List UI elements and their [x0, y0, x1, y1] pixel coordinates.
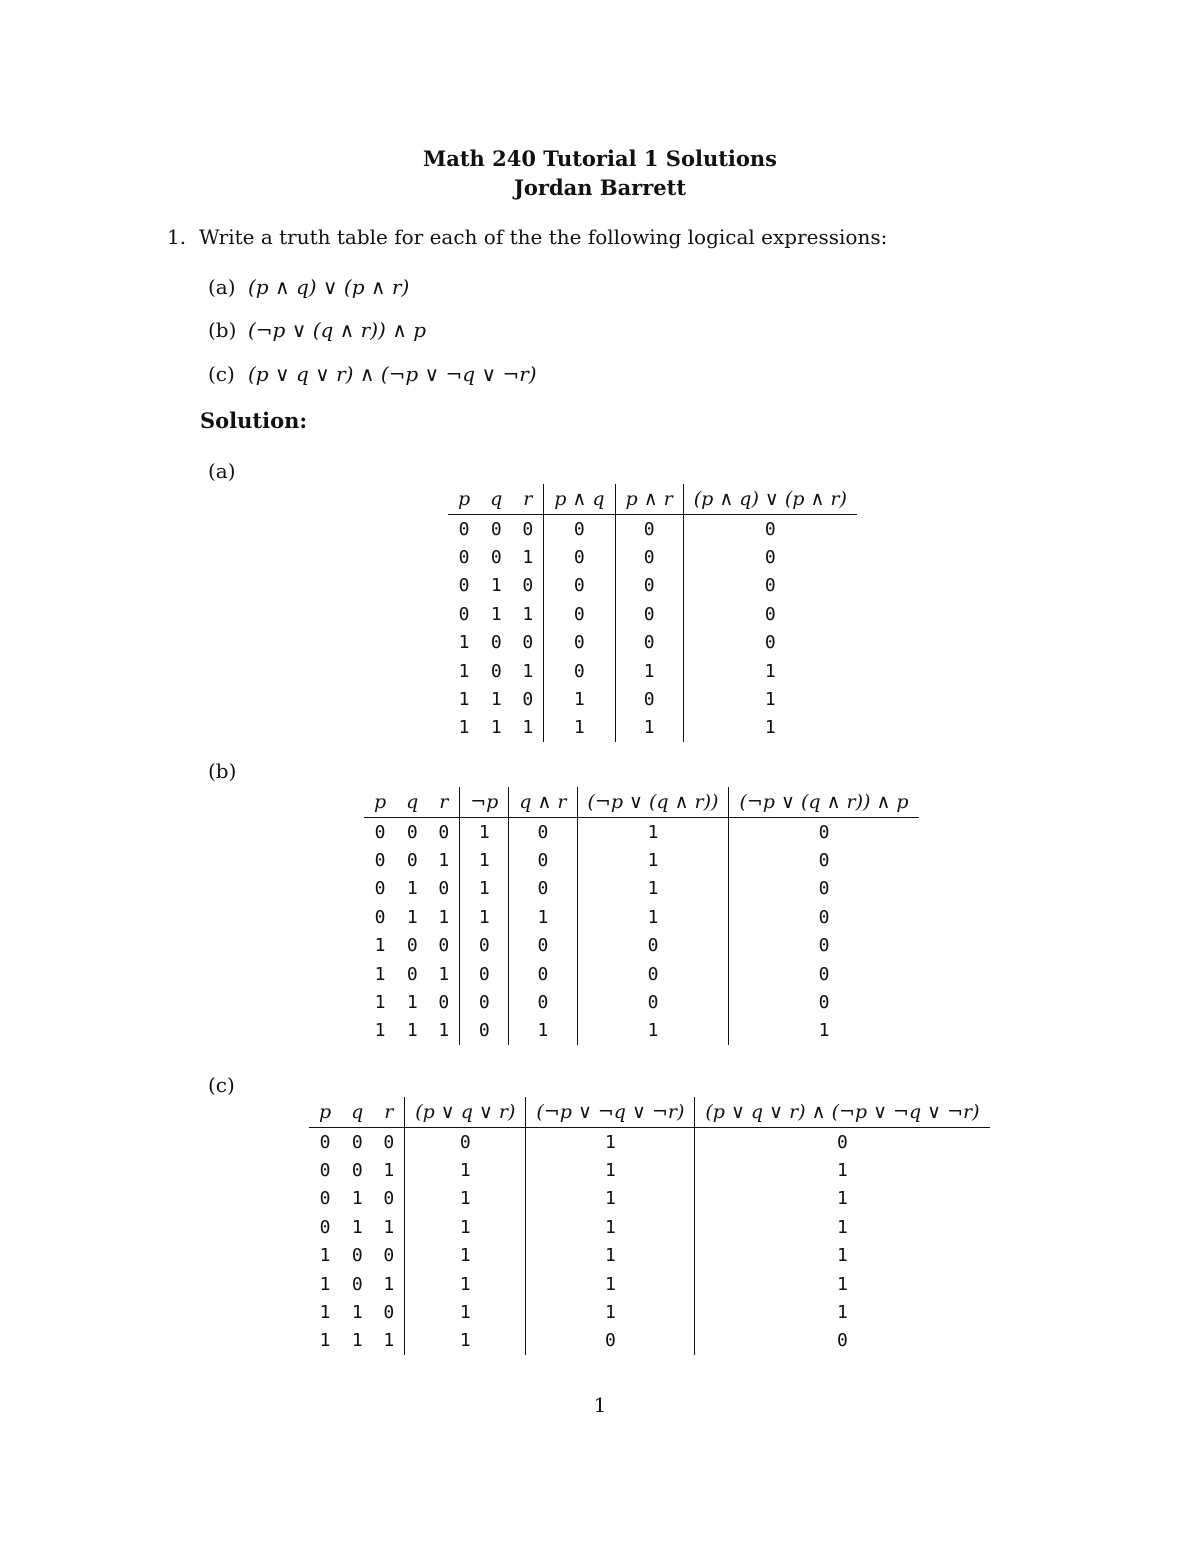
table-cell: 1	[490, 575, 502, 597]
table-cell: 1	[405, 1185, 526, 1213]
table-cell: 1	[522, 547, 534, 569]
table-cell: 1	[522, 603, 534, 625]
table-cell: 0	[458, 603, 470, 625]
table-cell: 0	[544, 543, 615, 571]
table-cell: 1	[526, 1128, 695, 1157]
table-cell: 1	[438, 1020, 450, 1042]
table-cell: 0	[406, 850, 418, 872]
table-cell: 0	[544, 600, 615, 628]
table-cell: 0	[374, 906, 386, 928]
column-header: p	[364, 787, 396, 818]
table-cell: 1	[374, 935, 386, 957]
table-cell: 0	[683, 515, 857, 544]
table-cell: 0	[544, 515, 615, 544]
table-cell: 0	[729, 960, 919, 988]
table-cell: 0	[319, 1160, 331, 1182]
table-cell: 0	[729, 818, 919, 847]
table-row	[364, 1017, 919, 1045]
table-cell: 0	[577, 988, 729, 1016]
table-cell: 1	[577, 875, 729, 903]
table-cell: 1	[729, 1017, 919, 1045]
table-cell: 1	[351, 1216, 363, 1238]
table-cell: 0	[374, 878, 386, 900]
table-cell: 0	[695, 1128, 990, 1157]
table-cell: 0	[490, 632, 502, 654]
table-row	[448, 572, 857, 600]
table-cell: 1	[405, 1270, 526, 1298]
table-cell: 0	[615, 515, 683, 544]
column-header: (¬p ∨ (q ∧ r)) ∧ p	[729, 787, 919, 818]
table-cell: 0	[383, 1302, 395, 1324]
table-cell: 1	[438, 963, 450, 985]
table-cell: 1	[490, 689, 502, 711]
table-cell: 1	[460, 846, 509, 874]
column-header: r	[428, 787, 459, 818]
expression-label: (a)	[208, 275, 236, 299]
table-cell: 1	[374, 963, 386, 985]
table-cell: 1	[577, 846, 729, 874]
table-cell: 0	[438, 878, 450, 900]
column-header: ¬p	[460, 787, 509, 818]
table-cell: 1	[319, 1273, 331, 1295]
table-cell: 0	[319, 1188, 331, 1210]
table-cell: 0	[490, 660, 502, 682]
table-cell: 1	[405, 1327, 526, 1355]
table-cell: 0	[544, 657, 615, 685]
table-cell: 0	[615, 543, 683, 571]
table-cell: 0	[406, 821, 418, 843]
table-cell: 1	[458, 717, 470, 739]
expression-c	[208, 362, 537, 386]
table-cell: 1	[526, 1185, 695, 1213]
table-cell: 0	[615, 572, 683, 600]
column-header: p ∧ r	[615, 484, 683, 515]
table-cell: 1	[577, 818, 729, 847]
column-header: p	[448, 484, 480, 515]
table-cell: 0	[438, 992, 450, 1014]
table-cell: 0	[509, 875, 577, 903]
expression-formula: (p ∧ q) ∨ (p ∧ r)	[248, 275, 410, 299]
table-cell: 0	[577, 960, 729, 988]
table-cell: 1	[522, 660, 534, 682]
table-cell: 0	[683, 572, 857, 600]
table-cell: 0	[460, 932, 509, 960]
table-cell: 1	[458, 689, 470, 711]
author-name: Jordan Barrett	[513, 175, 687, 200]
table-cell: 0	[383, 1245, 395, 1267]
table-cell: 0	[695, 1327, 990, 1355]
table-cell: 0	[729, 932, 919, 960]
table-row	[309, 1327, 990, 1355]
table-cell: 1	[405, 1156, 526, 1184]
table-cell: 1	[577, 903, 729, 931]
table-row	[309, 1242, 990, 1270]
table-cell: 0	[729, 988, 919, 1016]
table-cell: 1	[695, 1298, 990, 1326]
table-cell: 1	[544, 685, 615, 713]
table-cell: 1	[406, 878, 418, 900]
table-cell: 1	[374, 992, 386, 1014]
table-cell: 0	[509, 818, 577, 847]
table-cell: 1	[615, 714, 683, 742]
table-cell: 1	[383, 1330, 395, 1352]
expression-formula: (p ∨ q ∨ r) ∧ (¬p ∨ ¬q ∨ ¬r)	[248, 362, 537, 386]
table-cell: 0	[460, 960, 509, 988]
title-text: Math 240 Tutorial 1 Solutions	[422, 146, 777, 171]
column-header: (p ∨ q ∨ r) ∧ (¬p ∨ ¬q ∨ ¬r)	[695, 1097, 990, 1128]
problem-statement	[167, 225, 887, 249]
table-cell: 1	[383, 1216, 395, 1238]
table-cell: 0	[729, 903, 919, 931]
column-header: q	[396, 787, 428, 818]
table-cell: 0	[458, 547, 470, 569]
table-cell: 0	[351, 1131, 363, 1153]
table-cell: 1	[351, 1188, 363, 1210]
table-cell: 0	[522, 575, 534, 597]
table-row	[364, 903, 919, 931]
table-cell: 0	[319, 1216, 331, 1238]
table-cell: 0	[522, 689, 534, 711]
table-cell: 0	[509, 932, 577, 960]
table-row	[364, 846, 919, 874]
table-cell: 0	[615, 600, 683, 628]
table-cell: 0	[729, 846, 919, 874]
table-cell: 1	[695, 1242, 990, 1270]
table-cell: 0	[509, 846, 577, 874]
table-cell: 1	[383, 1273, 395, 1295]
table-cell: 0	[406, 963, 418, 985]
table-cell: 0	[460, 1017, 509, 1045]
table-row	[448, 600, 857, 628]
table-cell: 1	[522, 717, 534, 739]
table-row	[309, 1298, 990, 1326]
table-cell: 1	[406, 906, 418, 928]
table-row	[309, 1156, 990, 1184]
truth-table-a	[448, 484, 857, 742]
table-cell: 1	[405, 1213, 526, 1241]
table-cell: 1	[383, 1160, 395, 1182]
table-cell: 0	[490, 547, 502, 569]
table-cell: 0	[319, 1131, 331, 1153]
table-cell: 0	[351, 1160, 363, 1182]
column-header: q	[341, 1097, 373, 1128]
table-header-row	[448, 484, 857, 515]
table-row	[448, 714, 857, 742]
table-cell: 1	[695, 1156, 990, 1184]
table-cell: 0	[438, 821, 450, 843]
table-cell: 0	[615, 629, 683, 657]
table-cell: 1	[577, 1017, 729, 1045]
table-cell: 1	[683, 685, 857, 713]
column-header: r	[512, 484, 543, 515]
table-cell: 1	[509, 903, 577, 931]
table-row	[364, 960, 919, 988]
table-row	[364, 988, 919, 1016]
problem-text: Write a truth table for each of the the following logical expressions:	[199, 225, 888, 249]
table-cell: 0	[615, 685, 683, 713]
table-cell: 1	[695, 1185, 990, 1213]
table-cell: 0	[683, 543, 857, 571]
table-cell: 1	[460, 818, 509, 847]
table-cell: 0	[577, 932, 729, 960]
expression-label: (b)	[208, 318, 237, 342]
column-header: (p ∨ q ∨ r)	[405, 1097, 526, 1128]
problem-number: 1.	[167, 225, 187, 249]
table-cell: 1	[526, 1156, 695, 1184]
table-cell: 0	[522, 632, 534, 654]
table-row	[364, 818, 919, 847]
table-cell: 0	[509, 960, 577, 988]
page-number: 1	[593, 1393, 607, 1417]
table-a-label: (a)	[208, 459, 236, 483]
truth-table-c	[309, 1097, 990, 1355]
table-cell: 1	[460, 875, 509, 903]
column-header: (¬p ∨ (q ∧ r))	[577, 787, 729, 818]
table-c-label: (c)	[208, 1073, 235, 1097]
table-row	[448, 629, 857, 657]
table-cell: 0	[460, 988, 509, 1016]
table-row	[364, 932, 919, 960]
table-cell: 1	[695, 1270, 990, 1298]
table-cell: 1	[460, 903, 509, 931]
table-cell: 1	[526, 1298, 695, 1326]
column-header: q ∧ r	[509, 787, 577, 818]
table-cell: 1	[458, 632, 470, 654]
expression-a	[208, 275, 409, 299]
table-cell: 1	[405, 1242, 526, 1270]
table-cell: 0	[383, 1131, 395, 1153]
table-cell: 0	[490, 518, 502, 540]
table-cell: 0	[374, 850, 386, 872]
table-cell: 1	[405, 1298, 526, 1326]
table-cell: 1	[695, 1213, 990, 1241]
table-cell: 0	[522, 518, 534, 540]
table-cell: 1	[683, 714, 857, 742]
table-cell: 0	[458, 518, 470, 540]
table-cell: 1	[406, 1020, 418, 1042]
table-cell: 0	[509, 988, 577, 1016]
column-header: p	[309, 1097, 341, 1128]
table-cell: 1	[319, 1245, 331, 1267]
table-cell: 1	[351, 1330, 363, 1352]
table-cell: 0	[544, 629, 615, 657]
table-cell: 0	[406, 935, 418, 957]
table-cell: 1	[406, 992, 418, 1014]
table-cell: 0	[683, 600, 857, 628]
table-cell: 0	[383, 1188, 395, 1210]
table-cell: 0	[438, 935, 450, 957]
table-cell: 1	[458, 660, 470, 682]
column-header: (p ∧ q) ∨ (p ∧ r)	[683, 484, 857, 515]
table-cell: 0	[405, 1128, 526, 1157]
table-row	[448, 657, 857, 685]
table-cell: 1	[509, 1017, 577, 1045]
truth-table-b	[364, 787, 919, 1045]
table-cell: 1	[438, 906, 450, 928]
table-header-row	[364, 787, 919, 818]
table-row	[448, 543, 857, 571]
table-row	[309, 1213, 990, 1241]
expression-formula: (¬p ∨ (q ∧ r)) ∧ p	[248, 318, 426, 342]
table-cell: 1	[374, 1020, 386, 1042]
table-row	[448, 685, 857, 713]
table-row	[364, 875, 919, 903]
table-b-label: (b)	[208, 759, 237, 783]
table-header-row	[309, 1097, 990, 1128]
table-row	[309, 1185, 990, 1213]
solution-heading: Solution:	[200, 408, 308, 433]
table-cell: 0	[374, 821, 386, 843]
table-cell: 1	[526, 1270, 695, 1298]
table-cell: 1	[319, 1330, 331, 1352]
table-cell: 1	[490, 603, 502, 625]
table-cell: 1	[526, 1242, 695, 1270]
table-cell: 0	[729, 875, 919, 903]
expression-label: (c)	[208, 362, 235, 386]
table-cell: 0	[458, 575, 470, 597]
table-cell: 0	[544, 572, 615, 600]
table-row	[309, 1270, 990, 1298]
table-cell: 0	[351, 1273, 363, 1295]
column-header: (¬p ∨ ¬q ∨ ¬r)	[526, 1097, 695, 1128]
expression-b	[208, 318, 426, 342]
table-row	[309, 1128, 990, 1157]
table-cell: 1	[438, 850, 450, 872]
table-cell: 1	[490, 717, 502, 739]
table-cell: 1	[544, 714, 615, 742]
table-cell: 1	[351, 1302, 363, 1324]
table-cell: 1	[615, 657, 683, 685]
table-cell: 1	[526, 1213, 695, 1241]
table-cell: 1	[319, 1302, 331, 1324]
column-header: r	[373, 1097, 404, 1128]
table-cell: 0	[683, 629, 857, 657]
document-title	[0, 144, 1200, 202]
table-cell: 0	[351, 1245, 363, 1267]
table-row	[448, 515, 857, 544]
table-cell: 1	[683, 657, 857, 685]
column-header: p ∧ q	[544, 484, 615, 515]
table-cell: 0	[526, 1327, 695, 1355]
column-header: q	[480, 484, 512, 515]
